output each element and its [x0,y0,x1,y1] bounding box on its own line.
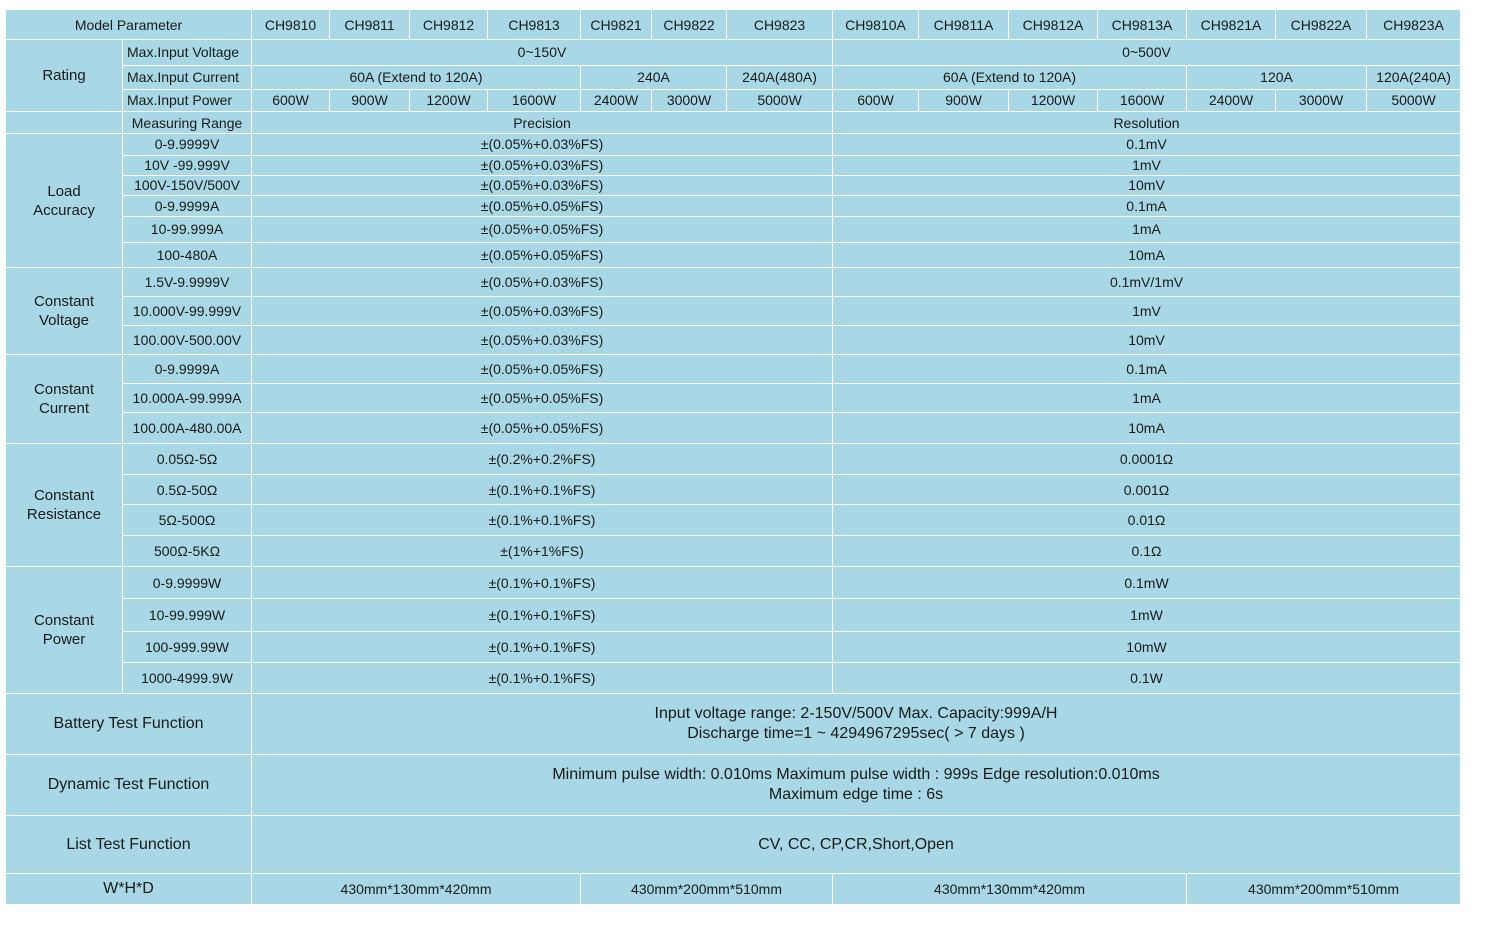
function-line: Maximum edge time : 6s [768,785,944,803]
range-cell: 0-9.9999A [123,196,252,217]
power-value: 3000W [652,89,727,111]
section-label [6,267,123,354]
model-header: CH9823A [1367,10,1461,40]
range-cell: 100-999.99W [123,631,252,662]
resolution-cell: 0.1W [833,663,1461,694]
function-line: Minimum pulse width: 0.010ms Maximum pulse width : 999s Edge resolution:0.010ms [552,765,1160,783]
dimension-value: 430mm*200mm*510mm [1187,874,1461,905]
section-label-line: Constant [33,612,95,630]
section-row [6,134,1461,155]
section-row [6,217,1461,242]
section-label-line: Resistance [26,505,102,523]
power-value: 600W [833,89,919,111]
precision-cell: ±(0.05%+0.05%FS) [252,217,833,242]
precision-cell: ±(0.05%+0.03%FS) [252,134,833,155]
dimension-value: 430mm*130mm*420mm [833,874,1187,905]
resolution-cell: 0.01Ω [833,505,1461,535]
resolution-cell: 1mW [833,599,1461,631]
resolution-cell: 0.1mV [833,134,1461,155]
function-line: CV, CC, CP,CR,Short,Open [758,835,954,853]
rating-power-row [6,89,1461,111]
precision-cell: ±(0.05%+0.03%FS) [252,267,833,296]
section-row [6,599,1461,631]
model-header: CH9822 [652,10,727,40]
resolution-cell: 1mA [833,217,1461,242]
range-cell: 5Ω-500Ω [123,505,252,535]
section-row [6,242,1461,267]
range-cell: 10-99.999A [123,217,252,242]
precision-cell: ±(0.1%+0.1%FS) [252,663,833,694]
range-cell: 0-9.9999A [123,354,252,383]
precision-cell: ±(0.05%+0.03%FS) [252,326,833,354]
power-value: 3000W [1276,89,1367,111]
range-cell: 10.000A-99.999A [123,384,252,413]
section-row [6,267,1461,296]
resolution-cell: 0.0001Ω [833,443,1461,474]
section-row [6,443,1461,474]
power-value: 2400W [1187,89,1276,111]
section-label-line: Voltage [38,311,90,329]
resolution-cell: 10mV [833,326,1461,354]
precision-cell: ±(1%+1%FS) [252,535,833,566]
battery-test-row [6,694,1461,755]
precision-cell: ±(0.1%+0.1%FS) [252,475,833,505]
resolution-cell: 10mV [833,175,1461,195]
section-row [6,663,1461,694]
section-label-line: Power [42,631,86,649]
range-cell: 0-9.9999V [123,134,252,155]
max-input-power-label: Max.Input Power [123,89,252,111]
list-test-row [6,815,1461,874]
precision-cell: ±(0.2%+0.2%FS) [252,443,833,474]
section-row [6,505,1461,535]
section-row [6,155,1461,175]
precision-cell: ±(0.1%+0.1%FS) [252,631,833,662]
power-value: 2400W [581,89,652,111]
resolution-cell: 0.1Ω [833,535,1461,566]
section-label [6,443,123,566]
dimension-value: 430mm*130mm*420mm [252,874,581,905]
spec-table [5,9,1461,905]
precision-cell: ±(0.05%+0.05%FS) [252,413,833,443]
model-header: CH9821 [581,10,652,40]
range-cell: 100.00A-480.00A [123,413,252,443]
max-input-voltage-label: Max.Input Voltage [123,40,252,65]
dimensions-label: W*H*D [6,874,252,905]
current-value: 60A (Extend to 120A) [833,65,1187,89]
range-cell: 0.05Ω-5Ω [123,443,252,474]
precision-cell: ±(0.1%+0.1%FS) [252,505,833,535]
section-label [6,134,123,267]
max-input-current-label: Max.Input Current [123,65,252,89]
precision-cell: ±(0.05%+0.03%FS) [252,175,833,195]
precision-header: Precision [252,112,833,134]
power-value: 1200W [410,89,488,111]
rating-label: Rating [6,40,123,112]
range-cell: 0-9.9999W [123,567,252,599]
model-header: CH9823 [727,10,833,40]
resolution-cell: 10mW [833,631,1461,662]
current-value: 120A [1187,65,1367,89]
section-row [6,567,1461,599]
model-header: CH9810A [833,10,919,40]
rating-voltage-row [6,40,1461,65]
range-cell: 100-480A [123,242,252,267]
voltage-value-left: 0~150V [252,40,833,65]
model-header: CH9812A [1009,10,1098,40]
range-cell: 100V-150V/500V [123,175,252,195]
section-label-line: Current [38,399,90,417]
section-label-line: Constant [33,486,95,504]
power-value: 1200W [1009,89,1098,111]
section-row [6,535,1461,566]
current-value: 60A (Extend to 120A) [252,65,581,89]
precision-cell: ±(0.05%+0.03%FS) [252,155,833,175]
voltage-value-right: 0~500V [833,40,1461,65]
model-header: CH9811 [330,10,410,40]
power-value: 5000W [727,89,833,111]
precision-cell: ±(0.05%+0.03%FS) [252,297,833,326]
resolution-cell: 1mV [833,155,1461,175]
resolution-cell: 0.1mW [833,567,1461,599]
power-value: 600W [252,89,330,111]
precision-cell: ±(0.05%+0.05%FS) [252,196,833,217]
range-cell: 10-99.999W [123,599,252,631]
range-cell: 500Ω-5KΩ [123,535,252,566]
model-header: CH9811A [919,10,1009,40]
model-parameter-header: Model Parameter [6,10,252,40]
section-row [6,326,1461,354]
section-row [6,475,1461,505]
section-row [6,631,1461,662]
function-description [252,694,1461,755]
blank-cell [6,112,123,134]
model-header: CH9812 [410,10,488,40]
measuring-range-header: Measuring Range [123,112,252,134]
header-row [6,10,1461,40]
function-description [252,815,1461,874]
resolution-cell: 1mV [833,297,1461,326]
range-cell: 1.5V-9.9999V [123,267,252,296]
function-label: Battery Test Function [6,694,252,755]
resolution-cell: 10mA [833,242,1461,267]
power-value: 900W [919,89,1009,111]
section-row [6,384,1461,413]
section-label-line: Accuracy [33,201,95,219]
section-row [6,196,1461,217]
section-row [6,413,1461,443]
precision-cell: ±(0.1%+0.1%FS) [252,567,833,599]
section-row [6,354,1461,383]
section-label-line: Constant [33,380,95,398]
range-cell: 1000-4999.9W [123,663,252,694]
power-value: 5000W [1367,89,1461,111]
model-header: CH9822A [1276,10,1367,40]
model-header: CH9813A [1098,10,1187,40]
section-label [6,567,123,694]
precision-cell: ±(0.05%+0.05%FS) [252,354,833,383]
function-description [252,755,1461,816]
power-value: 1600W [488,89,581,111]
function-label: Dynamic Test Function [6,755,252,816]
rating-current-row [6,65,1461,89]
precision-cell: ±(0.05%+0.05%FS) [252,242,833,267]
model-header: CH9821A [1187,10,1276,40]
dynamic-test-row [6,755,1461,816]
resolution-header: Resolution [833,112,1461,134]
current-value: 240A(480A) [727,65,833,89]
resolution-cell: 0.1mA [833,196,1461,217]
precision-cell: ±(0.1%+0.1%FS) [252,599,833,631]
current-value: 120A(240A) [1367,65,1461,89]
power-value: 1600W [1098,89,1187,111]
resolution-cell: 0.001Ω [833,475,1461,505]
section-label [6,354,123,443]
dimensions-row [6,874,1461,905]
function-line: Discharge time=1 ~ 4294967295sec( > 7 days ) [687,725,1025,743]
resolution-cell: 0.1mA [833,354,1461,383]
range-cell: 0.5Ω-50Ω [123,475,252,505]
resolution-cell: 1mA [833,384,1461,413]
precision-cell: ±(0.05%+0.05%FS) [252,384,833,413]
power-value: 900W [330,89,410,111]
current-value: 240A [581,65,727,89]
range-cell: 10V -99.999V [123,155,252,175]
section-label-line: Load [47,182,81,200]
model-header: CH9813 [488,10,581,40]
range-cell: 10.000V-99.999V [123,297,252,326]
function-label: List Test Function [6,815,252,874]
column-header-row [6,112,1461,134]
range-cell: 100.00V-500.00V [123,326,252,354]
section-label-line: Constant [33,292,95,310]
section-row [6,175,1461,195]
section-row [6,297,1461,326]
resolution-cell: 10mA [833,413,1461,443]
resolution-cell: 0.1mV/1mV [833,267,1461,296]
dimension-value: 430mm*200mm*510mm [581,874,833,905]
function-line: Input voltage range: 2-150V/500V Max. Capacity:999A/H [654,705,1058,723]
model-header: CH9810 [252,10,330,40]
